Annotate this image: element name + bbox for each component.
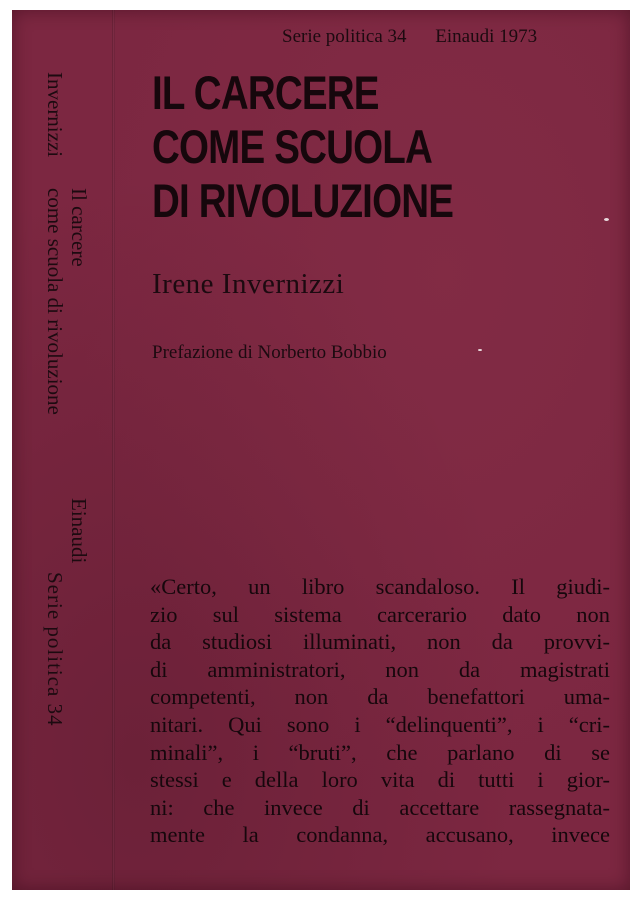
paper-speck: [478, 349, 482, 351]
blurb-quote: [150, 573, 610, 849]
blurb-line: nitari. Qui sono i “delinquenti”, i “cri-: [150, 711, 610, 737]
title-line: IL CARCERE: [152, 66, 379, 119]
spine-series: Serie politica 34: [43, 572, 67, 727]
series-header: [282, 26, 537, 48]
book-author: Irene Invernizzi: [152, 268, 345, 300]
book-cover: [12, 10, 630, 890]
blurb-line: mente la condanna, accusano, invece: [150, 822, 610, 848]
preface-credit: Prefazione di Norberto Bobbio: [152, 342, 387, 363]
blurb-line: zio sul sistema carcerario dato non: [150, 601, 610, 627]
spine-title-line-1: Il carcere: [67, 188, 91, 267]
spine-title-line-2: come scuola di rivoluzione: [43, 188, 67, 415]
blurb-line: da studiosi illuminati, non da provvi-: [150, 629, 610, 655]
spine-author: Invernizzi: [43, 72, 67, 158]
blurb-line: minali”, i “bruti”, che parlano di se: [150, 739, 610, 765]
blurb-line: di amministratori, non da magistrati: [150, 656, 610, 682]
title-line: DI RIVOLUZIONE: [152, 174, 454, 227]
publisher-year: Einaudi 1973: [435, 26, 538, 47]
blurb-line: stessi e della loro vita di tutti i gior-: [150, 767, 610, 793]
blurb-line: «Certo, un libro scandaloso. Il giudi-: [150, 574, 610, 599]
spine-fold-divider: [112, 10, 115, 890]
spine-publisher: Einaudi: [67, 498, 91, 564]
blurb-line: competenti, non da benefattori uma-: [150, 684, 610, 710]
book-spine: [12, 10, 112, 890]
blurb-line: ni: che invece di accettare rassegnata-: [150, 794, 610, 820]
title-line: COME SCUOLA: [152, 120, 433, 173]
paper-speck: [604, 218, 609, 221]
series-label: Serie politica 34: [282, 26, 407, 47]
book-title: [152, 66, 453, 228]
